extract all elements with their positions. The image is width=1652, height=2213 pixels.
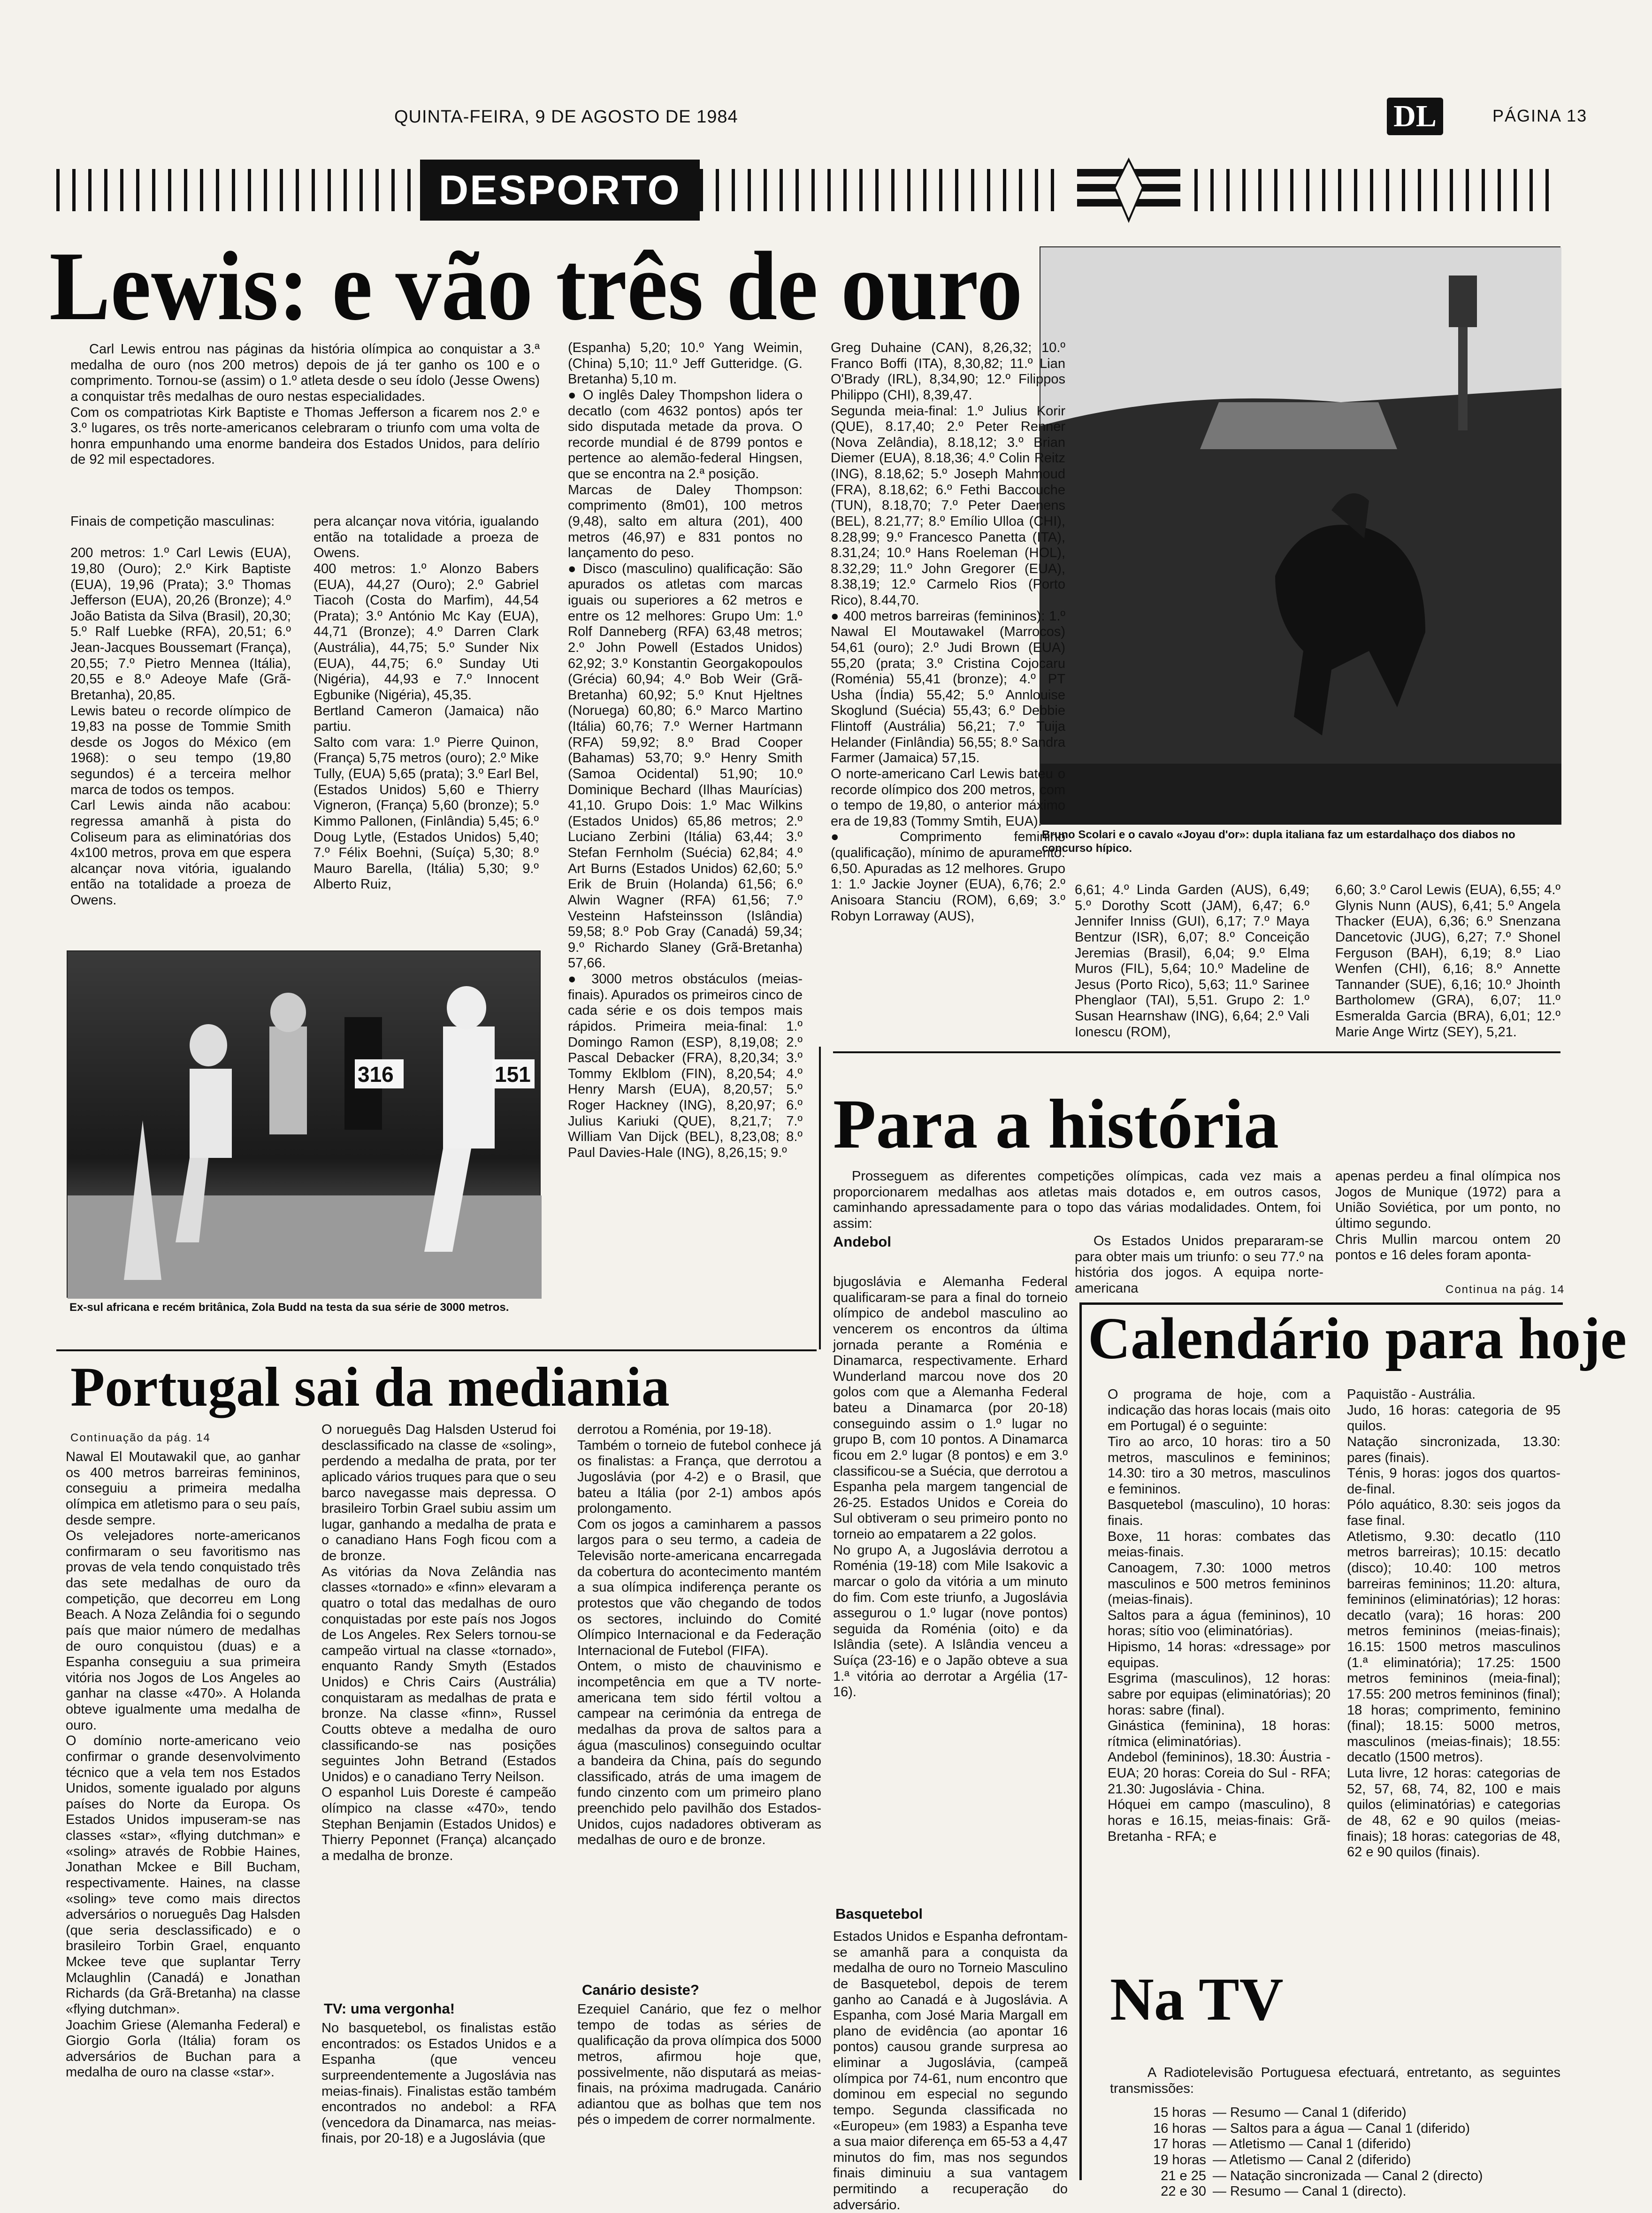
historia-headline: Para a história <box>833 1085 1279 1163</box>
calendario-column-1: O programa de hoje, com a indicação das horas locais (mais oito em Portugal) é o seguinte: Tiro ao arco, 10 horas: tiro a 50 metros, masculinos e femininos; 14.30: tiro a 30 metros, masculinos e femininos. Basquetebol (masculino), 10 horas: finais. Boxe, 11 horas: combates das meias-finais. Canoagem, 7.30: 1000 metros masculinos e 500 metros femininos (meias-finais). Saltos para a água (femininos), 10 horas; sítio voo (eliminatórias). Hipismo, 14 horas: «dressage» por equipas. Esgrima (masculinos), 12 horas: sabre por equipas (eliminatórias); 20 horas: sabre (final). Ginástica (feminina), 18 horas: rítmica (eliminatórias). Andebol (femininos), 18.30: Áustria - EUA; 20 horas: Coreia do Sul - RFA; 21.30: Jugoslávia - China. Hóquei em campo (masculino), 8 horas e 16.15, meias-finais: Grã-Bretanha - RFA; e <box>1108 1387 1331 1844</box>
portugal-column-4: bjugoslávia e Alemanha Federal qualificaram-se para a final do torneio olímpico de andebol masculino ao vencerem os encontros da última jornada perante a Roménia e Dinamarca, respectivamente. Erhard Wunderland marcou nove dos 20 golos com que a Alemanha Federal bateu a Dinamarca (por 20-18) conseguindo assim o 1.º lugar no grupo B, com 10 pontos. A Dinamarca ficou em 2.º lugar (8 pontos) e em 3.º classificou-se a Suécia, que derrotou a Espanha pela margem tangencial de 26-25. Estados Unidos e Coreia do Sul obtiveram o seu primeiro ponto no torneio ao empatarem a 22 golos. No grupo A, a Jugoslávia derrotou a Roménia (19-18) com Mile Isakovic a marcar o golo da vitória a um minuto do fim. Com este triunfo, a Jugoslávia assegurou o 1.º lugar (nove pontos) seguida da Roménia (oito) e da Islândia (sete). A Islândia venceu a Suíça (23-16) e o Japão obteve a sua 1.ª vitória ao derrotar a Argélia (17-16). <box>833 1274 1068 1700</box>
banner-stripes-right <box>1194 169 1558 211</box>
portugal-column-3b: Ezequiel Canário, que fez o melhor tempo de todas as séries de qualificação da prova olímpica dos 5000 metros, afirmou hoje que, possivelmente, não disputará as meias-finais, na próxima madrugada. Canário adiantou que as bolhas que tem nos pés o impedem de correr normalmente. <box>577 2002 821 2128</box>
tv-schedule-row: 16 horas — Saltos para a água — Canal 1 (diferido) <box>1153 2121 1470 2136</box>
calendario-column-2: Paquistão - Austrália. Judo, 16 horas: categoria de 95 quilos. Natação sincronizada, 13.30: pares (finais). Ténis, 9 horas: jogos dos quartos-de-final. Pólo aquático, 8.30: seis jogos da fase final. Atletismo, 9.30: decatlo (110 metros barreiras); 10.15: decatlo (disco); 10.40: 100 metros barreiras femininos; 11.20: altura, femininos (eliminatórias); 12 horas: decatlo (vara); 16 horas: 200 metros femininos (meias-finais); 16.15: 1500 metros masculinos (1.ª eliminatória); 17.25: 1500 metros femininos (meia-final); 17.55: 200 metros femininos (final); 18 horas; comprimento, feminino (final); 18.15: 5000 metros, masculinos (meias-finais); 18.55: decatlo (1500 metros). Luta livre, 12 horas: categorias de 52, 57, 68, 74, 82, 100 e mais quilos (eliminatórias) e categorias de 48, 62 e 90 quilos (meias-finais); 18 horas: categorias de 48, 62 e 90 quilos (finais). <box>1347 1387 1560 1860</box>
lead-column-5: 6,61; 4.º Linda Garden (AUS), 6,49; 5.º Dorothy Scott (JAM), 6,47; 6.º Jennifer Inniss (GUI), 6,17; 7.º Maya Bentzur (ISR), 6,07; 8.º Conceição Jeremias (Brasil), 6,04; 9.º Elma Muros (FIL), 5,64; 10.º Madeline de Jesus (Porto Rico), 5,63; 11.º Sarinee Phenglaor (TAI), 5,51. Grupo 2: 1.º Susan Hearnshaw (ING), 6,64; 2.º Vali Ionescu (ROM), <box>1075 882 1309 1040</box>
calendario-box-top <box>1079 1302 1563 1305</box>
historia-middle: Os Estados Unidos prepararam-se para obter mais um triunfo: o seu 77.º na história dos jogos. A equipa norte-americana <box>1075 1233 1323 1296</box>
historia-intro: Prosseguem as diferentes competições olímpicas, cada vez mais a proporcionarem medalhas aos atletas mais dotados e, em outros casos, caminhando apressadamente para o topo das várias modalidades. Ontem, foi assim: <box>833 1169 1321 1231</box>
calendario-headline: Calendário para hoje <box>1088 1306 1627 1371</box>
lead-column-1: Finais de competição masculinas: 200 metros: 1.º Carl Lewis (EUA), 19,80 (Ouro); 2.º Kirk Baptiste (EUA), 19,96 (Prata); 3.º Thomas Jefferson (EUA), 20,26 (Bronze); 4.º João Batista da Silva (Brasil), 20,30; 5.º Ralf Luebke (RFA), 20,51; 6.º Jean-Jacques Boussemart (França), 20,55; 7.º Pietro Mennea (Itália), 20,55 e 8.º Adeoye Mafe (Grã-Bretanha), 20,85. Lewis bateu o recorde olímpico de 19,83 na posse de Tommie Smith desde os Jogos do México (em 1968): o seu tempo (19,80 segundos) é a terceira melhor marca de todos os tempos. Carl Lewis ainda não acabou: regressa amanhã à pista do Coliseum para as eliminatórias dos 4x100 metros, prova em que espera alcançar nova vitória, igualando então na totalidade a proeza de Owens. <box>70 514 291 908</box>
dateline: QUINTA-FEIRA, 9 DE AGOSTO DE 1984 <box>394 107 738 127</box>
tv-schedule-row: 17 horas — Atletismo — Canal 1 (diferido) <box>1153 2136 1411 2152</box>
page-number: PÁGINA 13 <box>1492 106 1588 125</box>
tv-headline: Na TV <box>1110 1966 1284 2033</box>
olympic-star-emblem <box>1063 160 1194 221</box>
divider-horizontal-1 <box>56 1349 817 1351</box>
portugal-column-4b: Estados Unidos e Espanha defrontam-se amanhã para a conquista da medalha de ouro no Torneio Masculino de Basquetebol, depois de terem ganho ao Canadá e à Jugoslávia. A Espanha, com José Maria Margall em plano de evidência (ao apontar 16 pontos) causou grande surpresa ao eliminar a Jugoslávia, (campeã olímpica por 74-61, num encontro que dominou em especial no segundo tempo. Segunda classificada no «Europeu» (em 1983) a Espanha teve a sua maior diferença em 65-53 a 4,47 minutos do fim, mas nos segundos finais diminuiu a sua vantagem permitindo a recuperação do adversário. <box>833 1929 1068 2213</box>
tv-schedule-row: 21 e 25 — Natação sincronizada — Canal 2 (directo) <box>1161 2168 1483 2183</box>
section-banner <box>56 160 1558 221</box>
tv-schedule-row: 22 e 30 — Resumo — Canal 1 (directo). <box>1161 2184 1407 2199</box>
subhead-basquetebol: Basquetebol <box>835 1906 923 1922</box>
continua-label: Continua na pág. 14 <box>1446 1283 1565 1296</box>
bib-number-316: 316 <box>358 1062 394 1087</box>
portugal-headline: Portugal sai da mediania <box>70 1355 670 1418</box>
section-title: DESPORTO <box>420 160 700 221</box>
tv-intro: A Radiotelevisão Portuguesa efectuará, entretanto, as seguintes transmissões: <box>1110 2065 1560 2096</box>
subhead-andebol: Andebol <box>833 1233 891 1250</box>
subhead-tv-vergonha: TV: uma vergonha! <box>324 2000 455 2017</box>
photo-zola-budd <box>67 950 541 1298</box>
main-headline: Lewis: e vão três de ouro <box>49 232 1023 341</box>
tv-schedule-row: 15 horas — Resumo — Canal 1 (diferido) <box>1153 2105 1407 2120</box>
subhead-canario: Canário desiste? <box>582 1982 699 1998</box>
tv-schedule <box>1136 2105 1558 2200</box>
banner-stripes-left <box>56 169 420 211</box>
bib-number-151: 151 <box>495 1062 531 1087</box>
tv-schedule-row: 19 horas — Atletismo — Canal 2 (diferido) <box>1153 2152 1411 2167</box>
divider-vertical-1 <box>819 1047 821 1349</box>
historia-right-top: apenas perdeu a final olímpica nos Jogos de Munique (1972) para a União Soviética, por um ponto, no último segundo. Chris Mullin marcou ontem 20 pontos e 16 deles foram aponta- <box>1335 1169 1560 1263</box>
divider-horizontal-2 <box>833 1051 1560 1053</box>
calendario-box-left <box>1079 1302 1082 2180</box>
lead-column-4: Greg Duhaine (CAN), 8,26,32; 10.º Franco Boffi (ITA), 8,30,82; 11.º Lian O'Brady (IRL), 8,34,90; 12.º Filippos Philippo (CHI), 8,39,47. Segunda meia-final: 1.º Julius Korir (QUE), 8.17,40; 2.º Peter Renner (Nova Zelândia), 8.18,12; 3.º Brian Diemer (EUA), 8.18,36; 4.º Colin Reitz (ING), 8.18,62; 5.º Joseph Mahmoud (FRA), 8.18,62; 6.º Fethi Baccouche (TUN), 8.18,70; 7.º Peter Daenens (BEL), 8.21,77; 8.º Emílio Ulloa (CHI), 8.28,99; 9.º Francesco Panetta (ITA), 8.31,24; 10.º Hans Roeleman (HOL), 8.32,29; 11.º John Gregorer (EUA), 8.38,19; 12.º Carmelo Rios (Porto Rico), 8.44,70. ● 400 metros barreiras (femininos): 1.º Nawal El Moutawakel (Marrocos) 54,61 (ouro); 2.º Judi Brown (EUA) 55,20 (prata; 3.º Cristina Cojocaru (Roménia) 55,41 (bronze); 4.º PT Usha (Índia) 55,42; 5.º Annlouise Skoglund (Suécia) 55,43; 6.º Debbie Flintoff (Austrália) 56,21; 7.º Tuija Helander (Finlândia) 56,55; 8.º Sandra Farmer (Jamaica) 57,15. O norte-americano Carl Lewis bateu o recorde olímpico dos 200 metros, com o tempo de 19,80, o anterior máximo era de 19,83 (Tommy Smtih, EUA). ● Comprimento feminino (qualificação), mínimo de apuramento: 6,50. Apuradas as 12 melhores. Grupo 1: 1.º Jackie Joyner (EUA), 6,76; 2.º Anisoara Stanciu (ROM), 6,69; 3.º Robyn Lorraway (AUS), <box>831 340 1065 924</box>
lead-column-6: 6,60; 3.º Carol Lewis (EUA), 6,55; 4.º Glynis Nunn (AUS), 6,41; 5.º Angela Thacker (EUA), 6,36; 6.º Snenzana Dancetovic (JUG), 6,27; 7.º Shonel Ferguson (BAH), 6,19; 8.º Liao Wenfen (CHI), 6,16; 8.º Annette Tannander (SUE), 6,16; 10.º Jhointh Bartholomew (GRA), 6,07; 11.º Esmeralda Garcia (BRA), 6,01; 12.º Marie Ange Wirtz (SEY), 5,21. <box>1335 882 1560 1040</box>
banner-stripes-middle <box>700 169 1063 211</box>
continuacao-label: Continuação da pág. 14 <box>70 1432 211 1444</box>
photo-equestrian <box>1040 246 1560 824</box>
portugal-column-2b: No basquetebol, os finalistas estão encontrados: os Estados Unidos e a Espanha (que venceu surpreendentemente a Jugoslávia nas meias-finais). Finalistas estão também encontrados no andebol: a RFA (vencedora da Dinamarca, nas meias-finais, por 20-18) e a Jugoslávia (que <box>321 2021 556 2146</box>
newspaper-logo: DL <box>1387 98 1443 135</box>
lead-column-2: pera alcançar nova vitória, igualando então na totalidade a proeza de Owens. 400 metros: 1.º Alonzo Babers (EUA), 44,27 (Ouro); 2.º Gabriel Tiacoh (Costa do Marfim), 44,54 (Prata); 3.º António Mc Kay (EUA), 44,71 (Bronze); 4.º Darren Clark (Austrália), 44,75; 5.º Sunder Nix (EUA), 44,75; 6.º Sunday Uti (Nigéria), 44,93 e 7.º Innocent Egbunike (Nigéria), 45,35. Bertland Cameron (Jamaica) não partiu. Salto com vara: 1.º Pierre Quinon, (França) 5,75 metros (ouro); 2.º Mike Tully, (EUA) 5,65 (prata); 3.º Earl Bel, (Estados Unidos) 5,60 e Thierry Vigneron, (França) 5,60 (bronze); 5.º Kimmo Pallonen, (Finlândia) 5,45; 6.º Doug Lytle, (Estados Unidos) 5,40; 7.º Félix Boehni, (Suíça) 5,30; 8.º Mauro Barella, (Itália) 5,30; 9.º Alberto Ruiz, <box>314 514 539 892</box>
portugal-column-3: derrotou a Roménia, por 19-18). Também o torneio de futebol conhece já os finalistas: a França, que derrotou a Jugoslávia (por 4-2) e o Brasil, que bateu a Itália (por 2-1) ambos após prolongamento. Com os jogos a caminharem a passos largos para o seu termo, a cadeia de Televisão norte-americana encarregada da cobertura do acontecimento mantém a sua olímpica indiferença perante os protestos que vão chegando de todos os sectores, incluindo do Comité Olímpico Internacional e da Federação Internacional de Futebol (FIFA). Ontem, o misto de chauvinismo e incompetência em que a TV norte-americana tem sido fértil voltou a campear na cerimónia da entrega de medalhas da prova de saltos para a água (masculinos) conseguindo ocultar a bandeira da China, país do segundo classificado, atrás de uma imagem de fundo cinzento com um primeiro plano preenchido pelo pavilhão dos Estados-Unidos, cujos nadadores obtiveram as medalhas de ouro e de bronze. <box>577 1422 821 1848</box>
portugal-column-2: O norueguês Dag Halsden Usterud foi desclassificado na classe de «soling», perdendo a medalha de prata, por ter aplicado vários truques para que o seu barco navegasse mais depressa. O brasileiro Torbin Grael subiu assim um lugar, ganhando a medalha de prata e o canadiano Hans Fogh ficou com a de bronze. As vitórias da Nova Zelândia nas classes «tornado» e «finn» elevaram a quatro o total das medalhas de ouro conquistadas por este país nos Jogos de Los Angeles. Rex Selers tornou-se campeão virtual na classe «tornado», enquanto Randy Smyth (Estados Unidos) e Chris Cairs (Austrália) conquistaram as medalhas de prata e bronze. Na classe «finn», Russel Coutts obteve a medalha de ouro classificando-se nas posições seguintes John Betrand (Estados Unidos) e o canadiano Terry Neilson. O espanhol Luis Doreste é campeão olímpico na classe «470», tendo Stephan Benjamin (Estados Unidos) e Thierry Peponnet (França) alcançado a medalha de bronze. <box>321 1422 556 1863</box>
portugal-column-1: Nawal El Moutawakil que, ao ganhar os 400 metros barreiras femininos, conseguiu a primeira medalha olímpica em atletismo para o seu país, desde sempre. Os velejadores norte-americanos confirmaram o seu favoritismo nas provas de vela tendo conquistado três das sete medalhas de ouro da competição, que decorreu em Long Beach. A Noza Zelândia foi o segundo país que maior número de medalhas de ouro conquistou (duas) e a Espanha conseguiu a sua primeira vitória nos Jogos de Los Angeles ao ganhar na classe «470». A Holanda obteve igualmente uma medalha de ouro. O domínio norte-americano veio confirmar o grande desenvolvimento técnico que a vela tem nos Estados Unidos, somente igualado por alguns países do Norte da Europa. Os Estados Unidos impuseram-se nas classes «star», «flying dutchman» e «soling» através de Robbie Haines, Jonathan Mckee e Bill Bucham, respectivamente. Haines, na classe «soling» teve como mais directos adversários o norueguês Dag Halsden (que seria desclassificado) e o brasileiro Torbin Grael, enquanto Mckee teve que suplantar Terry Mclaughlin (Canadá) e Jonathan Richards (da Grã-Bretanha) na classe «flying dutchman». Joachim Griese (Alemanha Federal) e Giorgio Gorla (Itália) foram os adversários de Buchan para a medalha de ouro na classe «star». <box>66 1449 300 2080</box>
lead-column-3: (Espanha) 5,20; 10.º Yang Weimin, (China) 5,10; 11.º Jeff Gutteridge. (G. Bretanha) 5,10 m. ● O inglês Daley Thompshon lidera o decatlo (com 4632 pontos) após ter sido disputada metade da prova. O recorde mundial é de 8799 pontos e pertence ao alemão-federal Hingsen, que se encontra na 2.ª posição. Marcas de Daley Thompson: comprimento (8m01), 100 metros (9,48), salto em altura (201), 400 metros (46,97) e 831 pontos no lançamento do peso. ● Disco (masculino) qualificação: São apurados os atletas com marcas iguais ou superiores a 62 metros e entre os 12 melhores: Grupo Um: 1.º Rolf Danneberg (RFA) 63,48 metros; 2.º John Powell (Estados Unidos) 62,92; 3.º Konstantin Georgakopoulos (Grécia) 60,94; 4.º Bob Weir (Grã-Bretanha) 60,92; 5.º Knut Hjeltnes (Noruega) 60,80; 6.º Marco Martino (Itália) 60,76; 7.º Werner Hartmann (RFA) 59,92; 8.º Brad Cooper (Bahamas) 53,70; 9.º Henry Smith (Samoa Ocidental) 51,90; 10.º Dominique Bechard (Ilhas Maurícias) 41,10. Grupo Dois: 1.º Mac Wilkins (Estados Unidos) 65,86 metros; 2.º Luciano Zerbini (Itália) 63,44; 3.º Stefan Fernholm (Suécia) 62,84; 4.º Art Burns (Estados Unidos) 62,60; 5.º Erik de Bruin (Holanda) 61,56; 6.º Alwin Wagner (RFA) 61,56; 7.º Vesteinn Hafsteinsson (Islândia) 59,58; 8.º Pob Gray (Canadá) 59,34; 9.º Richardo Slaney (Grã-Bretanha) 57,66. ● 3000 metros obstáculos (meias-finais). Apurados os primeiros cinco de cada série e os dois tempos mais rápidos. Primeira meia-final: 1.º Domingo Ramon (ESP), 8,19,08; 2.º Pascal Debacker (FRA), 8,20,34; 3.º Tommy Eklblom (FIN), 8,20,54; 4.º Henry Marsh (EUA), 8,20,57; 5.º Roger Hackney (ING), 8,20,97; 6.º Julius Kariuki (QUE), 8,21,7; 7.º William Van Dijck (BEL), 8,23,08; 8.º Paul Davies-Hale (ING), 8,26,15; 9.º <box>568 340 803 1160</box>
lead-intro: Carl Lewis entrou nas páginas da história olímpica ao conquistar a 3.ª medalha de ouro (nos 200 metros) depois de já ter ganho os 100 e o comprimento. Tornou-se (assim) o 1.º atleta desde o seu ídolo (Jesse Owens) a conquistar três medalhas de ouro nestas especialidades. Com os compatriotas Kirk Baptiste e Thomas Jefferson a ficarem nos 2.º e 3.º lugares, os três norte-americanos celebraram o triunfo com uma volta de honra empunhando uma enorme bandeira dos Estados Unidos, para delírio de 92 mil espectadores. <box>70 342 540 467</box>
photo-caption-zola-budd: Ex-sul africana e recém britânica, Zola Budd na testa da sua série de 3000 metros. <box>69 1301 509 1314</box>
photo-caption-equestrian: Bruno Scolari e o cavalo «Joyau d'or»: dupla italiana faz um estardalhaço dos diabos no concurso hípico. <box>1042 828 1515 855</box>
